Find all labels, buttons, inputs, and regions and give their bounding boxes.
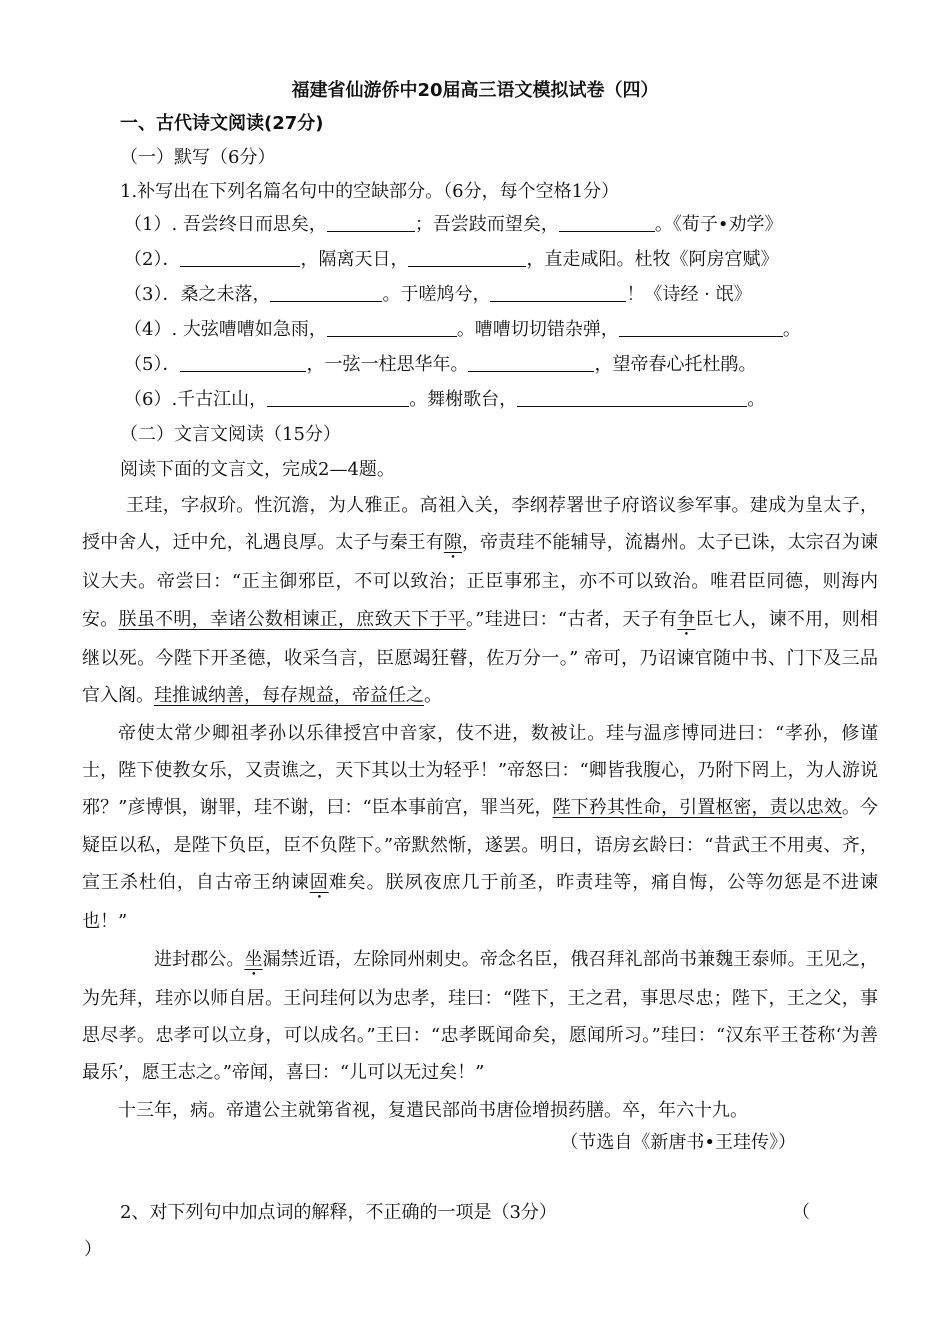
dotted-word: 坐 xyxy=(244,948,263,970)
passage-text: 王珪，字叔玠。性沉澹，为人雅正。高祖入关，李纲荐署世子府谘议参军事。建成为皇太子，授中舍人，迁中允，礼遇良厚。太子与秦王有 xyxy=(82,495,878,554)
passage-text: 臣七人，谏不用，则相继以死。今陛下开圣德，收采刍言，臣愿竭狂瞽，佐万分一。” 帝可，乃诏谏官随中书、门下及三品官入阁。 xyxy=(82,608,879,707)
dictation-item-4-part-a: （4）. 大弦嘈嘈如急雨， xyxy=(124,319,327,340)
answer-paren-close: ） xyxy=(84,1239,102,1260)
dotted-word: 隙 xyxy=(443,532,462,554)
dictation-item-2-part-a: （2）． xyxy=(124,249,181,270)
dictation-item-1-part-c: 。《荀子•劝学》 xyxy=(654,214,783,235)
dictation-item-2 xyxy=(124,248,778,272)
passage-paragraph-3 xyxy=(82,941,878,1092)
answer-blank[interactable] xyxy=(327,213,415,232)
dictation-item-2-part-b: ，隔离天日， xyxy=(300,249,409,270)
dictation-item-5-part-c: ，望帝春心托杜鹃。 xyxy=(594,354,757,375)
answer-paren-open: （ xyxy=(792,1202,810,1223)
dictation-item-2-part-c: ，直走咸阳。杜牧《阿房宫赋》 xyxy=(526,249,779,270)
passage-paragraph-4 xyxy=(82,1092,878,1129)
underlined-sentence: 朕虽不明，幸诸公数相谏正，庶致天下于平 xyxy=(118,608,467,630)
dictation-item-5 xyxy=(124,353,756,377)
part-heading-dictation: （一）默写（6分） xyxy=(120,147,276,168)
passage-text: ，帝责珪不能辅导，流巂州。太子已诛，太宗召为谏议大夫。帝尝曰：“正主御邪臣，不可以致治；正臣事邪主，亦不可以致治。唯君臣同德，则海内安。 xyxy=(82,532,878,630)
answer-blank[interactable] xyxy=(559,213,655,232)
dictation-item-6-part-b: 。舞榭歌台， xyxy=(409,389,518,410)
passage-text: 进封郡公。 xyxy=(154,948,245,970)
section-heading-ancient-reading: 一、古代诗文阅读(27分) xyxy=(120,113,324,134)
dictation-item-1-part-a: （1）. 吾尝终日而思矣， xyxy=(124,214,327,235)
dictation-item-6-part-a: （6）.千古江山， xyxy=(124,389,268,410)
dictation-item-5-part-b: ，一弦一柱思华年。 xyxy=(306,354,469,375)
dictation-item-6-part-c: 。 xyxy=(747,389,766,410)
answer-blank[interactable] xyxy=(468,353,594,372)
dictation-item-1 xyxy=(124,213,783,237)
answer-blank[interactable] xyxy=(408,248,526,267)
dictation-item-3-part-a: （3）．桑之未落， xyxy=(124,284,271,305)
dictation-item-4-part-c: 。 xyxy=(782,319,801,340)
dictation-item-3 xyxy=(124,283,752,307)
passage-text: 。 xyxy=(424,685,442,707)
passage-text: 。”珪进曰：“古者，天子有 xyxy=(466,608,678,630)
passage xyxy=(82,487,878,1129)
answer-blank[interactable] xyxy=(267,388,409,407)
answer-blank[interactable] xyxy=(517,388,747,407)
passage-paragraph-2 xyxy=(82,715,878,941)
answer-blank[interactable] xyxy=(180,353,306,372)
dictation-item-4-part-b: 。嘈嘈切切错杂弹， xyxy=(456,319,619,340)
dictation-item-5-part-a: （5）． xyxy=(124,354,181,375)
passage-text: 漏禁近语，左除同州刺史。帝念名臣，俄召拜礼部尚书兼魏王泰师。王见之，为先拜，珪亦以师自居。王问珪何以为忠孝，珪曰：“陛下，王之君，事思尽忠；陛下，王之父，事思尽孝。忠孝可以立身，可以成名。”王曰：“忠孝既闻命矣，愿闻所习。”珪曰：“汉东平王苍称‘为善最乐’，愿王志之。”帝闻，喜曰：“儿可以无过矣！” xyxy=(82,948,879,1084)
answer-blank[interactable] xyxy=(619,318,783,337)
underlined-sentence: 珪推诚纳善，每存规益，帝益任之 xyxy=(154,685,424,707)
answer-blank[interactable] xyxy=(270,283,382,302)
passage-text: 难矣。朕夙夜庶几于前圣，昨责珪等，痛自悔，公等勿惩是不进谏也！” xyxy=(82,872,879,933)
exam-title: 福建省仙游侨中20届高三语文模拟试卷（四） xyxy=(291,80,659,101)
passage-text: 帝使太常少卿祖孝孙以乐律授宫中音家，伎不进，数被让。珪与温彦博同进曰：“孝孙，修谨士，陛下使教女乐，又责谯之，天下其以士为轻乎！”帝怒曰：“卿皆我腹心，乃附下罔上，为人游说邪？”彦博惧，谢罪，珪不谢，曰：“臣本事前宫，罪当死， xyxy=(82,722,878,819)
dotted-word: 固 xyxy=(309,872,329,894)
dictation-item-4 xyxy=(124,318,801,342)
question-1-text: 1.补写出在下列名篇名句中的空缺部分。（6分，每个空格1分） xyxy=(120,181,620,202)
dictation-item-3-part-b: 。于嗟鸠兮， xyxy=(382,284,491,305)
passage-source: （节选自《新唐书•王珪传》） xyxy=(560,1132,796,1153)
passage-text: 十三年，病。帝遣公主就第省视，复遣民部尚书唐俭增损药膳。卒，年六十九。 xyxy=(118,1099,748,1121)
underlined-sentence: 陛下矜其性命，引置枢密，责以忠效 xyxy=(552,797,842,819)
reading-instruction: 阅读下面的文言文，完成2—4题。 xyxy=(120,459,395,480)
dotted-word: 争 xyxy=(677,608,696,630)
answer-blank[interactable] xyxy=(180,248,300,267)
dictation-item-6 xyxy=(124,388,765,412)
dictation-item-1-part-b: ；吾尝跂而望矣， xyxy=(414,214,559,235)
passage-text: 。今疑臣以私，是陛下负臣，臣不负陛下。”帝默然惭，遂罢。明日，语房玄龄曰：“昔武王不用夷、齐，宣王杀杜伯，自古帝王纳谏 xyxy=(82,797,879,894)
answer-blank[interactable] xyxy=(327,318,457,337)
question-2-text: 2、对下列句中加点词的解释，不正确的一项是（3分） xyxy=(120,1202,557,1223)
answer-blank[interactable] xyxy=(490,283,626,302)
part-heading-classical-reading: （二）文言文阅读（15分） xyxy=(120,424,341,445)
passage-paragraph-1 xyxy=(82,487,878,715)
dictation-item-3-part-c: ！《诗经 · 氓》 xyxy=(626,284,752,305)
